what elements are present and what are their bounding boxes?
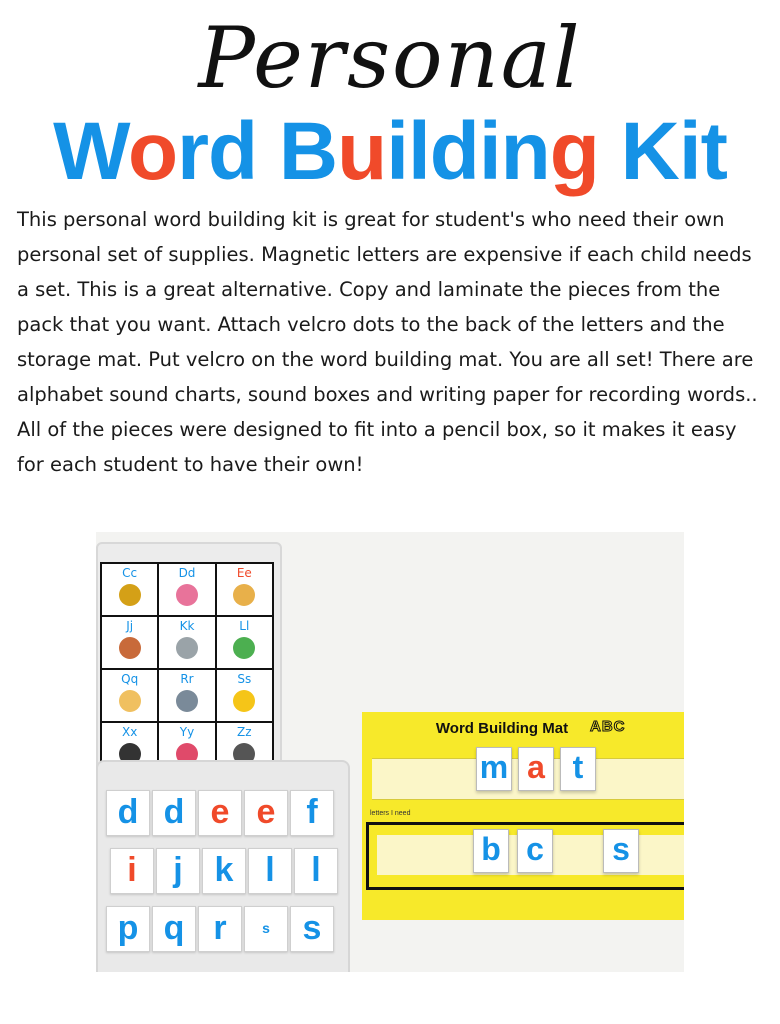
letter-tile: f	[290, 790, 334, 836]
script-title: Personal	[198, 9, 582, 107]
letters-needed-strip	[366, 822, 684, 890]
letter-tile: p	[106, 906, 150, 952]
chart-cell-label: Cc	[122, 566, 138, 580]
title-part: ildin	[386, 106, 550, 197]
needed-letter-tile: s	[603, 829, 639, 873]
chart-cell-picture-icon	[233, 637, 255, 659]
chart-cell-label: Rr	[180, 672, 194, 686]
letter-tile: i	[110, 848, 154, 894]
chart-cell	[217, 617, 272, 668]
chart-cell	[159, 564, 214, 615]
letters-needed-label: letters I need	[370, 810, 411, 817]
letter-tile: s	[244, 906, 288, 952]
title-part: u	[337, 106, 387, 197]
chart-cell-label: Yy	[179, 725, 195, 739]
main-title	[0, 104, 780, 200]
chart-cell-label: Ss	[237, 672, 252, 686]
letter-tile: q	[152, 906, 196, 952]
word-letter-tile: m	[476, 747, 512, 791]
title-part: rd B	[177, 106, 338, 197]
chart-cell-label: Zz	[237, 725, 252, 739]
letter-tile: k	[202, 848, 246, 894]
word-letter-tile: t	[560, 747, 596, 791]
letter-tile: l	[294, 848, 338, 894]
mat-title: Word Building Mat	[435, 720, 569, 737]
letter-tile: j	[156, 848, 200, 894]
description-text: This personal word building kit is great for student's who need their own personal set of supplies. Magnetic letters are expensive if each child needs a set. This is a great alternative. Copy and laminate the pieces from the pack that you want. Attach velcro dots to the back of the letters and the storage mat. Put velcro on the word building mat. You are all set! There are alphabet sound charts, sound boxes and writing paper for recording words.. All of the pieces were designed to fit into a pencil box, so it makes it easy for each student to have their own!	[17, 208, 758, 476]
mat-abc-logo: ABC	[590, 718, 626, 735]
chart-cell-picture-icon	[119, 637, 141, 659]
chart-cell-label: Xx	[122, 725, 138, 739]
letter-tile: d	[106, 790, 150, 836]
chart-cell	[217, 670, 272, 721]
chart-cell-picture-icon	[119, 584, 141, 606]
chart-cell	[102, 564, 157, 615]
needed-letter-tile: c	[517, 829, 553, 873]
alphabet-chart	[100, 562, 274, 776]
needed-letter-tile: b	[473, 829, 509, 873]
word-letter-tile: a	[518, 747, 554, 791]
letter-tile: r	[198, 906, 242, 952]
chart-cell-picture-icon	[233, 584, 255, 606]
chart-cell-picture-icon	[119, 690, 141, 712]
chart-cell-label: Kk	[179, 619, 195, 633]
title-part: Kit	[598, 106, 727, 197]
chart-cell	[159, 617, 214, 668]
letter-tile: e	[244, 790, 288, 836]
chart-cell-picture-icon	[176, 690, 198, 712]
letter-tile: s	[290, 906, 334, 952]
chart-cell-picture-icon	[176, 637, 198, 659]
letter-tile: e	[198, 790, 242, 836]
chart-cell	[217, 564, 272, 615]
chart-cell	[159, 670, 214, 721]
letter-tile: d	[152, 790, 196, 836]
word-building-mat	[362, 712, 684, 920]
chart-cell-picture-icon	[176, 584, 198, 606]
title-part: g	[549, 106, 599, 197]
letter-tile: l	[248, 848, 292, 894]
title-part: o	[128, 106, 178, 197]
chart-cell-label: Dd	[178, 566, 196, 580]
chart-cell	[102, 617, 157, 668]
chart-cell-label: Ee	[236, 566, 252, 580]
title-part: W	[53, 106, 128, 197]
chart-cell-label: Qq	[121, 672, 139, 686]
chart-cell-label: Jj	[126, 619, 134, 633]
chart-cell-label: Ll	[239, 619, 250, 633]
word-strip	[372, 749, 684, 800]
letter-tiles-box	[96, 760, 350, 972]
alphabet-chart-box	[96, 542, 282, 776]
chart-cell	[102, 670, 157, 721]
product-photo	[96, 532, 684, 972]
chart-cell-picture-icon	[233, 690, 255, 712]
